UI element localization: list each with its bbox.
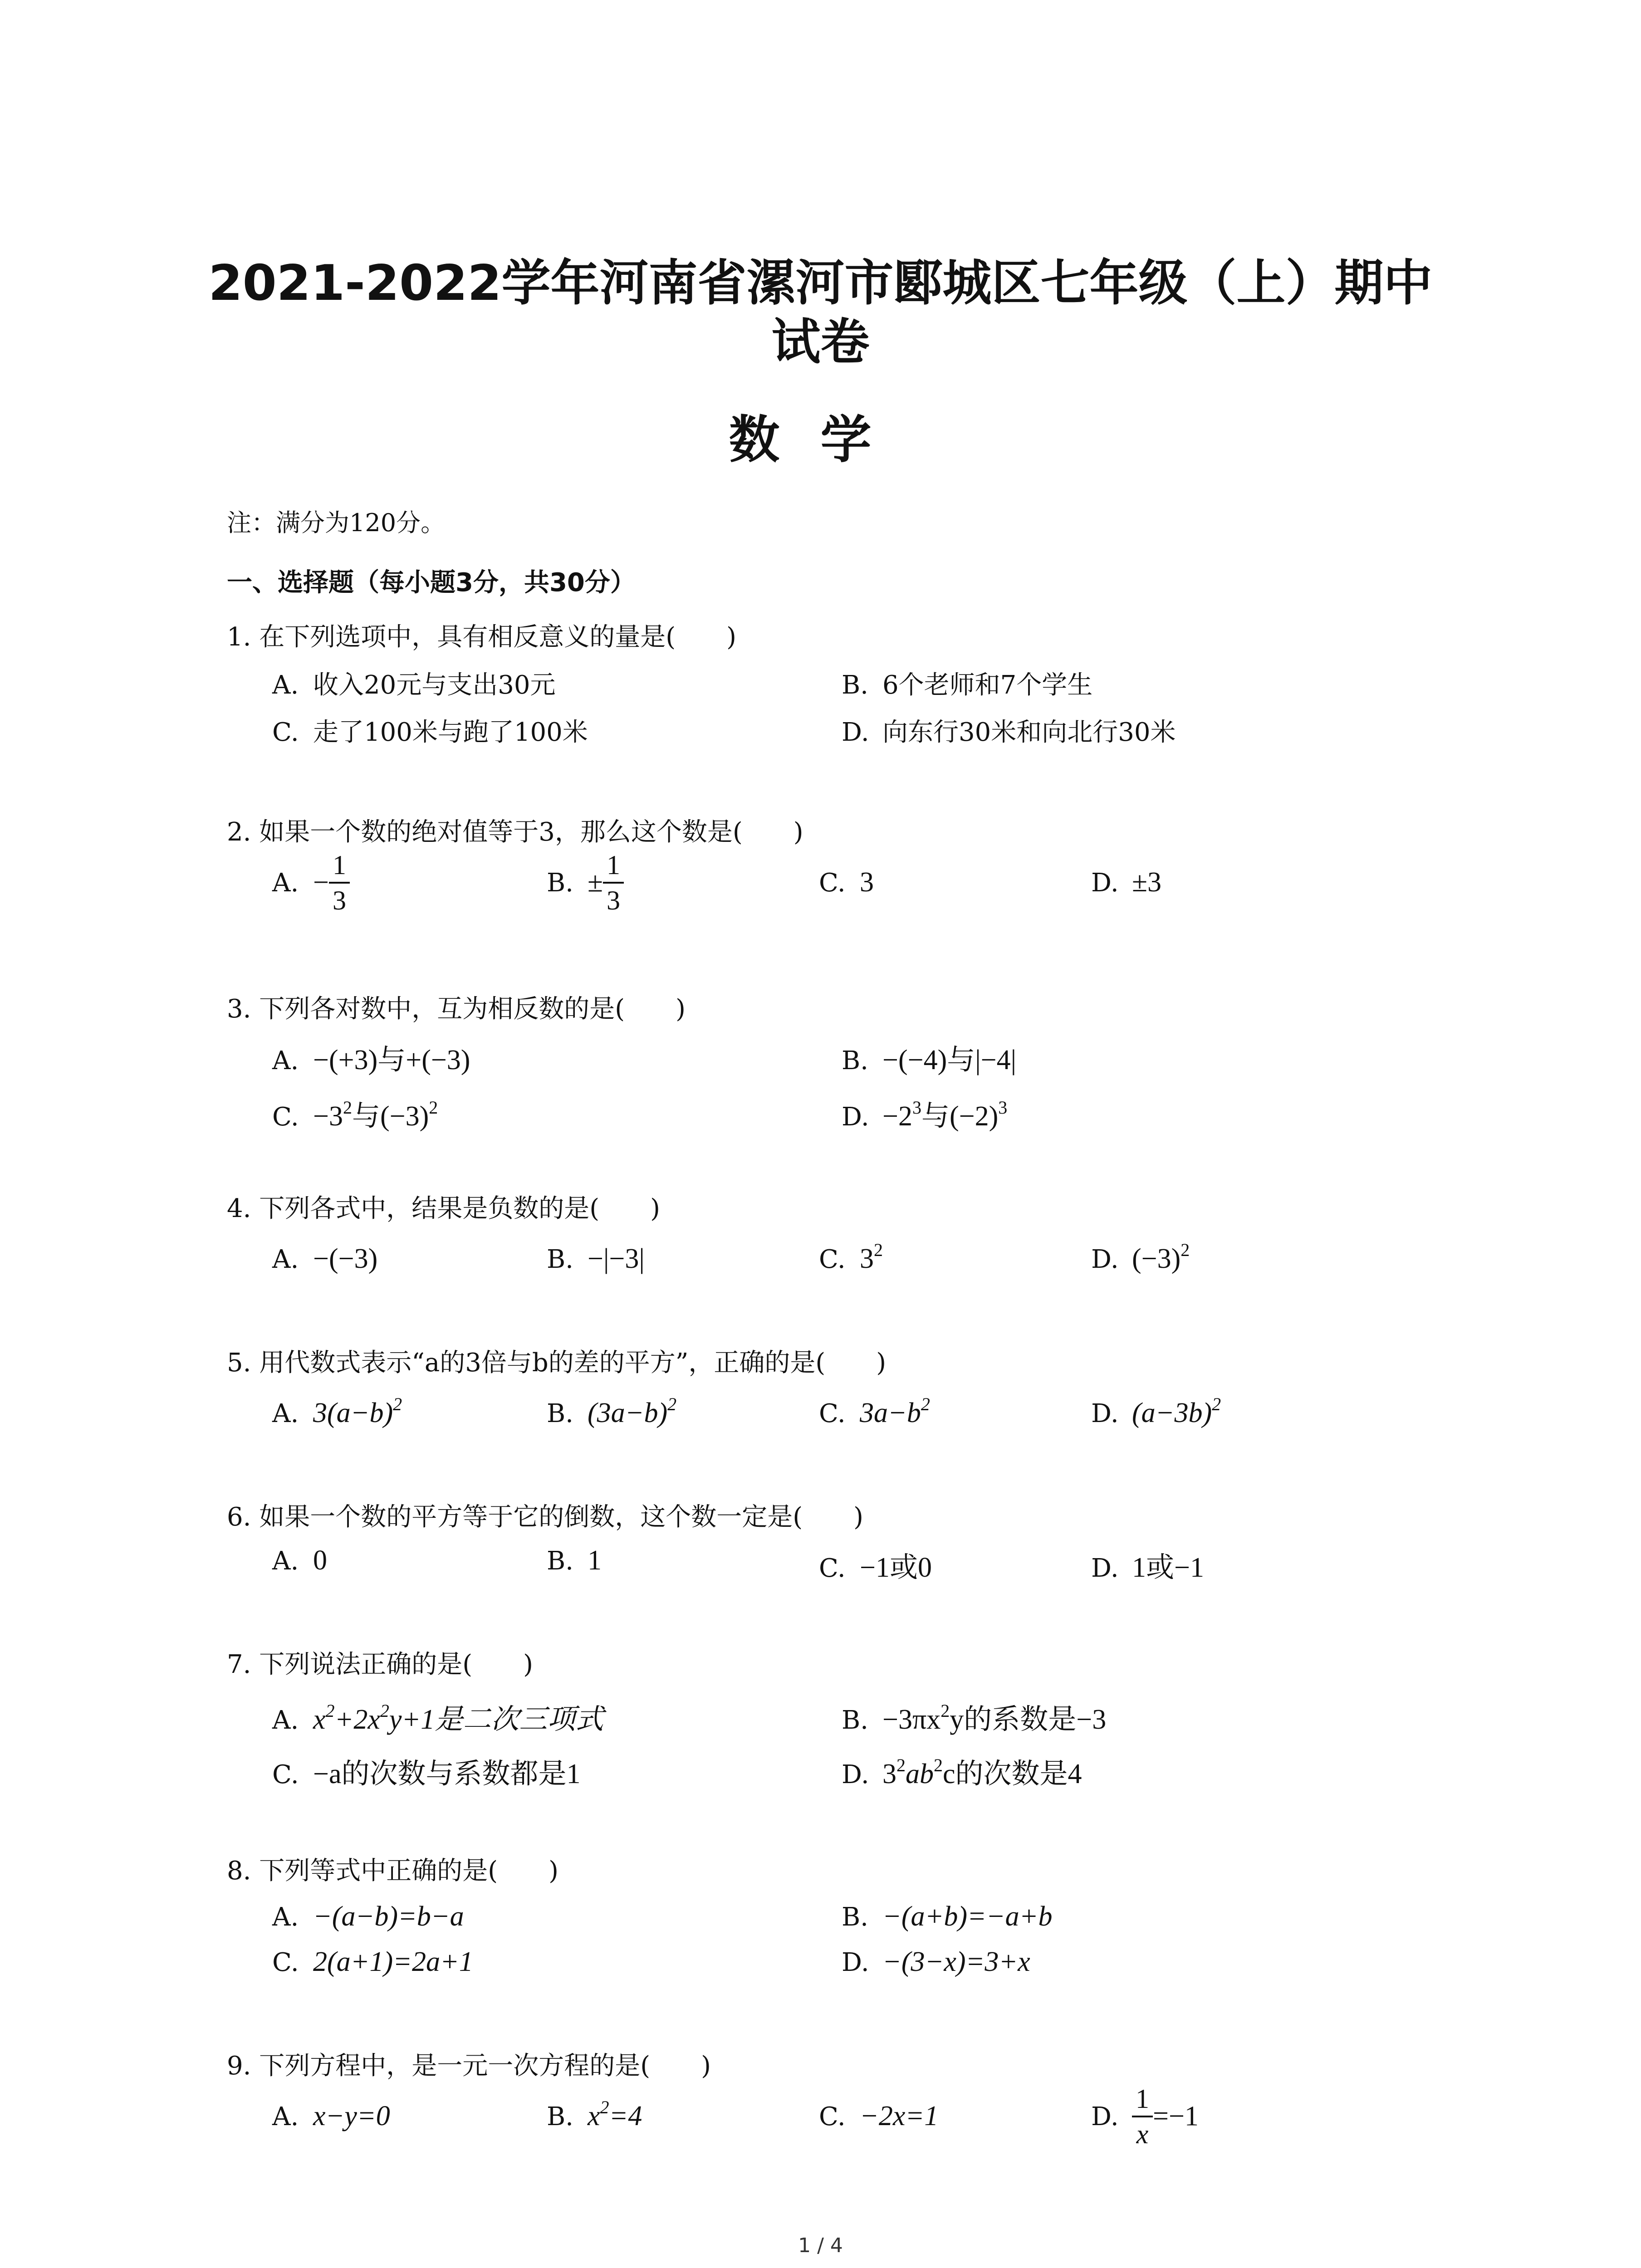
question-1-option-a: A. 收入20元与支出30元 [272,670,556,700]
question-5-stem: 5. 用代数式表示“a的3倍与b的差的平方”，正确的是( ) [227,1348,887,1378]
question-4-stem: 4. 下列各式中，结果是负数的是( ) [227,1194,660,1223]
question-3-option-b: B. −(−4)与|−4| [842,1045,1017,1075]
question-3-stem: 3. 下列各对数中，互为相反数的是( ) [227,994,686,1024]
question-4-option-c: C. $3^2$ [819,1240,883,1274]
question-8-stem: 8. 下列等式中正确的是( ) [227,1856,558,1886]
question-7-stem: 7. 下列说法正确的是( ) [227,1650,533,1679]
section-heading: 一、选择题（每小题3分，共30分） [227,568,636,597]
question-5-option-b: B. $(3a-b)^2$ [547,1394,677,1428]
question-1-option-b: B. 6个老师和7个学生 [842,670,1093,700]
question-1-option-c: C. 走了100米与跑了100米 [272,718,588,747]
question-3-option-d: D. $-2^3$与$(-2)^3$ [842,1097,1008,1132]
subject-heading: 数学 [729,411,912,469]
question-2-option-a: A. − $\frac{1}{3}$ [272,848,350,917]
question-6-option-a: A. 0 [272,1545,327,1576]
question-5-option-c: C. $3a-b^2$ [819,1394,930,1428]
question-9-stem: 9. 下列方程中，是一元一次方程的是( ) [227,2051,711,2081]
question-2-option-b: B. ± $\frac{1}{3}$ [547,848,624,917]
question-8-option-a: A. −(a−b)=b−a [272,1901,464,1932]
question-6-option-b: B. 1 [547,1545,602,1576]
question-3-option-a: A. −(+3)与+(−3) [272,1045,470,1075]
question-8-option-d: D. −(3−x)=3+x [842,1946,1030,1977]
question-5-option-d: D. $(a-3b)^2$ [1091,1394,1221,1428]
question-2-option-c: C. 3 [819,867,874,898]
score-note: 注：满分为120分。 [227,508,446,537]
question-7-option-d: D. $3^2ab^2c$的次数是4 [842,1755,1082,1789]
exam-title-line1: 2021-2022学年河南省漯河市郾城区七年级（上）期中 [208,255,1433,312]
question-4-option-b: B. −|−3| [547,1243,645,1274]
question-2-stem: 2. 如果一个数的绝对值等于3，那么这个数是( ) [227,817,803,847]
question-7-option-c: C. −a的次数与系数都是1 [272,1759,581,1789]
question-7-option-a: A. $x^2+2x^2y+1$是二次三项式 [272,1701,604,1735]
question-4-option-a: A. −(−3) [272,1243,378,1274]
question-6-stem: 6. 如果一个数的平方等于它的倒数，这个数一定是( ) [227,1502,863,1532]
question-3-option-c: C. $-3^2$与$(-3)^2$ [272,1097,438,1132]
question-9-option-a: A. x−y=0 [272,2101,390,2131]
question-6-option-c: C. −1或0 [819,1552,932,1583]
question-2-option-d: D. ±3 [1091,867,1162,898]
question-5-option-a: A. $3(a-b)^2$ [272,1394,402,1428]
question-1-stem: 1. 在下列选项中，具有相反意义的量是( ) [227,622,736,652]
exam-title-line2: 试卷 [771,314,870,371]
question-9-option-d: D. $\frac{1}{x}$ =−1 [1091,2082,1199,2151]
question-9-option-b: B. $x^2=4$ [547,2097,642,2131]
question-1-option-d: D. 向东行30米和向北行30米 [842,718,1176,747]
question-8-option-c: C. 2(a+1)=2a+1 [272,1946,473,1977]
question-9-option-c: C. −2x=1 [819,2101,939,2131]
question-8-option-b: B. −(a+b)=−a+b [842,1901,1053,1932]
question-4-option-d: D. $(-3)^2$ [1091,1240,1190,1274]
question-7-option-b: B. $-3\pi x^2y$的系数是−3 [842,1701,1107,1735]
page-number: 1 / 4 [798,2234,843,2257]
question-6-option-d: D. 1或−1 [1091,1552,1204,1583]
